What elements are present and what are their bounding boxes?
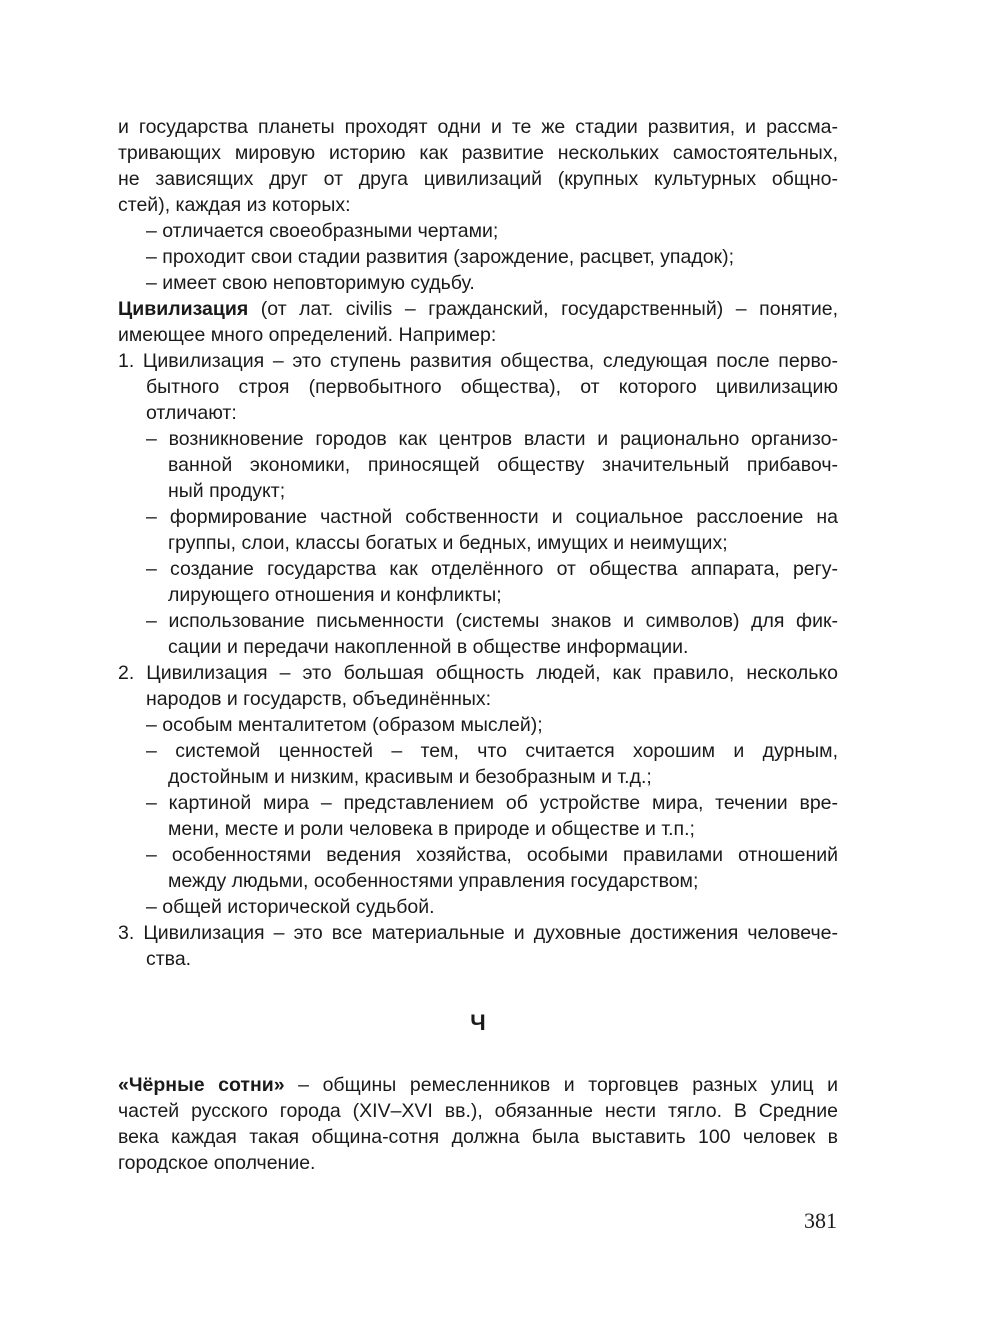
definition-3: [118, 920, 838, 972]
list-item: – имеет свою неповторимую судьбу.: [146, 272, 475, 294]
list-item: – формирование частной собственности и социальное расслоение на: [146, 506, 838, 528]
list-item: – картиной мира – представлением об устройстве мира, течении вре-: [146, 792, 838, 814]
text-line: стей), каждая из которых:: [118, 194, 351, 216]
list-item: – использование письменности (системы знаков и символов) для фик-: [146, 610, 838, 632]
text-line: имеющее много определений. Например:: [118, 324, 497, 346]
list-item-cont: лирующего отношения и конфликты;: [168, 584, 502, 606]
page-number: 381: [804, 1208, 837, 1233]
list-item: – общей исторической судьбой.: [146, 896, 435, 918]
text-line: века каждая такая община-сотня должна была выставить 100 человек в: [118, 1126, 838, 1148]
list-item-cont: ванной экономики, приносящей обществу значительный прибавоч-: [168, 454, 838, 476]
term-civilization: Цивилизация: [118, 298, 249, 320]
civilization-definition: [118, 296, 838, 348]
text-line: тривающих мировую историю как развитие нескольких самостоятельных,: [118, 142, 838, 164]
text-line: городское ополчение.: [118, 1152, 316, 1174]
page-body: [118, 114, 838, 1176]
list-item-cont: мени, месте и роли человека в природе и обществе и т.п.;: [168, 818, 695, 840]
list-item: – возникновение городов как центров власти и рационально организо-: [146, 428, 838, 450]
list-item-cont: достойным и низким, красивым и безобразным и т.д.;: [168, 766, 652, 788]
text-line: народов и государств, объединённых:: [146, 688, 492, 710]
term-definition: – общины ремесленников и торговцев разных улиц и: [284, 1074, 838, 1096]
text-line: и государства планеты проходят одни и те же стадии развития, и рассма-: [118, 116, 838, 138]
list-item-cont: между людьми, особенностями управления государством;: [168, 870, 699, 892]
list-item-cont: сации и передачи накопленной в обществе информации.: [168, 636, 689, 658]
text-line: не зависящих друг от друга цивилизаций (крупных культурных общно-: [118, 168, 838, 190]
definition-1: [118, 348, 838, 660]
text-line: [118, 296, 838, 322]
black-hundreds-entry: [118, 1072, 838, 1176]
text-line: ства.: [146, 948, 192, 970]
text-line: 2. Цивилизация – это большая общность людей, как правило, несколько: [118, 662, 838, 684]
term-black-hundreds: «Чёрные сотни»: [118, 1074, 285, 1096]
term-definition: (от лат. civilis – гражданский, государственный) – понятие,: [248, 298, 838, 320]
text-line: 1. Цивилизация – это ступень развития общества, следующая после перво-: [118, 350, 838, 372]
text-line: [118, 1072, 838, 1098]
list-item: – особенностями ведения хозяйства, особыми правилами отношений: [146, 844, 838, 866]
list-item: – проходит свои стадии развития (зарождение, расцвет, упадок);: [146, 246, 734, 268]
definition-2: [118, 660, 838, 920]
list-item: – системой ценностей – тем, что считается хорошим и дурным,: [146, 740, 838, 762]
intro-list: [118, 218, 838, 296]
section-letter: Ч: [470, 1010, 486, 1035]
list-item: – отличается своеобразными чертами;: [146, 220, 499, 242]
text-line: 3. Цивилизация – это все материальные и духовные достижения человече-: [118, 922, 838, 944]
list-item: – создание государства как отделённого от общества аппарата, регу-: [146, 558, 838, 580]
list-item-cont: ный продукт;: [168, 480, 286, 502]
text-line: бытного строя (первобытного общества), от которого цивилизацию: [146, 376, 838, 398]
text-line: частей русского города (XIV–XVI вв.), обязанные нести тягло. В Средние: [118, 1100, 838, 1122]
intro-paragraph: [118, 114, 838, 218]
text-line: отличают:: [146, 402, 237, 424]
list-item: – особым менталитетом (образом мыслей);: [146, 714, 543, 736]
list-item-cont: группы, слои, классы богатых и бедных, имущих и неимущих;: [168, 532, 728, 554]
